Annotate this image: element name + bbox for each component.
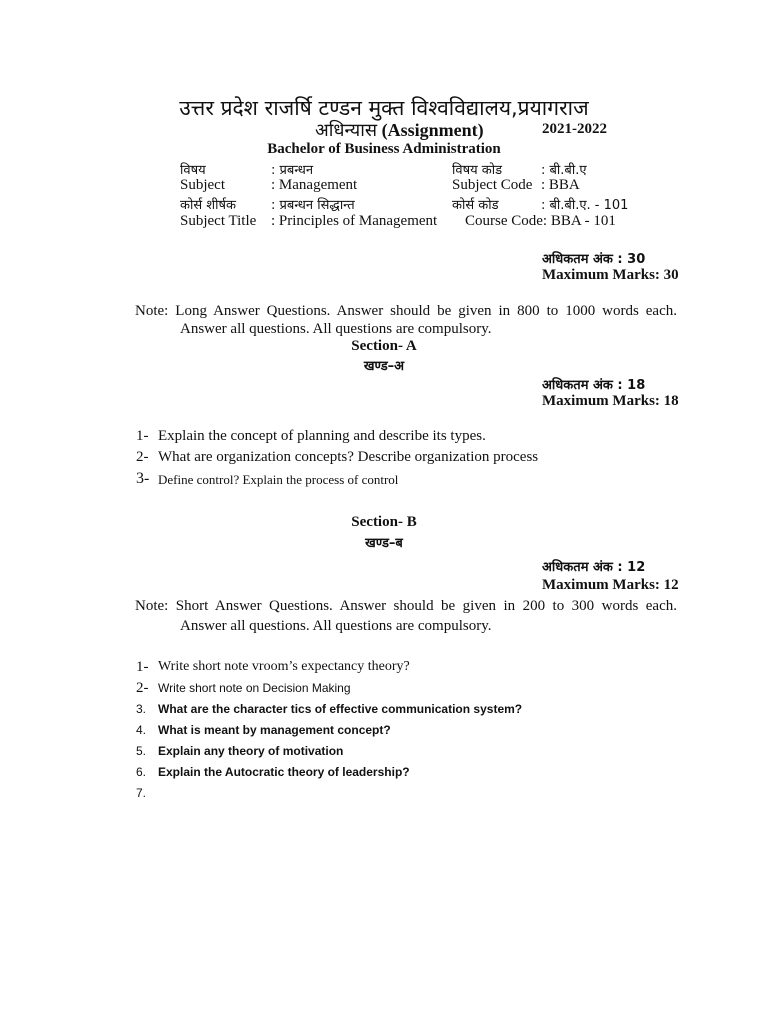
section-b-title-hindi: खण्ड–ब (365, 536, 403, 551)
section-b-note: Note: Short Answer Questions. Answer should be given in 200 to 300 words each. (135, 598, 677, 614)
subject-code-value: : BBA (541, 177, 580, 193)
subject-value: : Management (271, 177, 358, 193)
section-b-title: Section- B (351, 514, 417, 530)
subject-hindi-value: : प्रबन्धन (271, 163, 314, 178)
section-a-marks-hindi: अधिकतम अंक : 18 (542, 378, 646, 393)
max-marks-hindi: अधिकतम अंक : 30 (542, 252, 646, 267)
program-name: Bachelor of Business Administration (267, 141, 501, 157)
subject-hindi-label: विषय (180, 163, 206, 178)
subject-label: Subject (180, 177, 225, 193)
question-number: 6. (136, 765, 147, 779)
course-code-hindi-label: कोर्स कोड (452, 198, 499, 213)
question-text: Write short note on Decision Making (158, 681, 351, 695)
section-a-title: Section- A (351, 338, 417, 354)
question-number: 2- (136, 449, 149, 465)
course-title-hindi-label: कोर्स शीर्षक (180, 198, 236, 213)
academic-year: 2021-2022 (542, 121, 607, 137)
section-a-marks-english: Maximum Marks: 18 (542, 393, 679, 409)
section-b-marks-english: Maximum Marks: 12 (542, 577, 679, 593)
section-b-marks-hindi: अधिकतम अंक : 12 (542, 560, 646, 575)
question-number: 1- (136, 659, 149, 675)
assignment-english: (Assignment) (381, 120, 484, 140)
question-number: 2- (136, 680, 149, 696)
question-number: 3- (136, 470, 150, 487)
course-code-hindi-value: : बी.बी.ए. - 101 (541, 198, 629, 213)
question-number: 1- (136, 428, 149, 444)
assignment-hindi: अधिन्यास (315, 120, 378, 141)
section-a-title-hindi: खण्ड–अ (363, 359, 405, 374)
subject-code-hindi-value: : बी.बी.ए (541, 163, 587, 178)
section-a-note: Note: Long Answer Questions. Answer should be given in 800 to 1000 words each. (135, 303, 677, 319)
course-title-hindi-value: : प्रबन्धन सिद्धान्त (271, 198, 355, 213)
question-text: Define control? Explain the process of control (158, 472, 399, 487)
university-title: उत्तर प्रदेश राजर्षि टण्डन मुक्त विश्वविद्यालय,प्रयागराज (179, 96, 589, 120)
subject-code-label: Subject Code (452, 177, 533, 193)
question-text: What are organization concepts? Describe organization process (158, 449, 539, 465)
question-text: What is meant by management concept? (158, 723, 391, 737)
question-text: Explain any theory of motivation (158, 744, 344, 758)
course-code-label: Course Code: BBA - 101 (465, 213, 616, 229)
question-text: Explain the concept of planning and describe its types. (158, 428, 486, 444)
question-text: Write short note vroom’s expectancy theory? (158, 659, 410, 674)
assignment-heading (315, 118, 484, 142)
question-text: Explain the Autocratic theory of leadership? (158, 765, 410, 779)
subject-title-value: : Principles of Management (271, 213, 438, 229)
question-text: What are the character tics of effective communication system? (158, 702, 523, 716)
subject-code-hindi-label: विषय कोड (452, 163, 503, 178)
max-marks-english: Maximum Marks: 30 (542, 267, 679, 283)
question-number: 4. (136, 723, 147, 737)
question-number: 3. (136, 702, 147, 716)
section-a-note-line2: Answer all questions. All questions are compulsory. (180, 321, 492, 337)
question-number: 7. (136, 786, 147, 800)
question-number: 5. (136, 744, 147, 758)
subject-title-label: Subject Title (180, 213, 257, 229)
section-b-note-line2: Answer all questions. All questions are compulsory. (180, 618, 492, 634)
